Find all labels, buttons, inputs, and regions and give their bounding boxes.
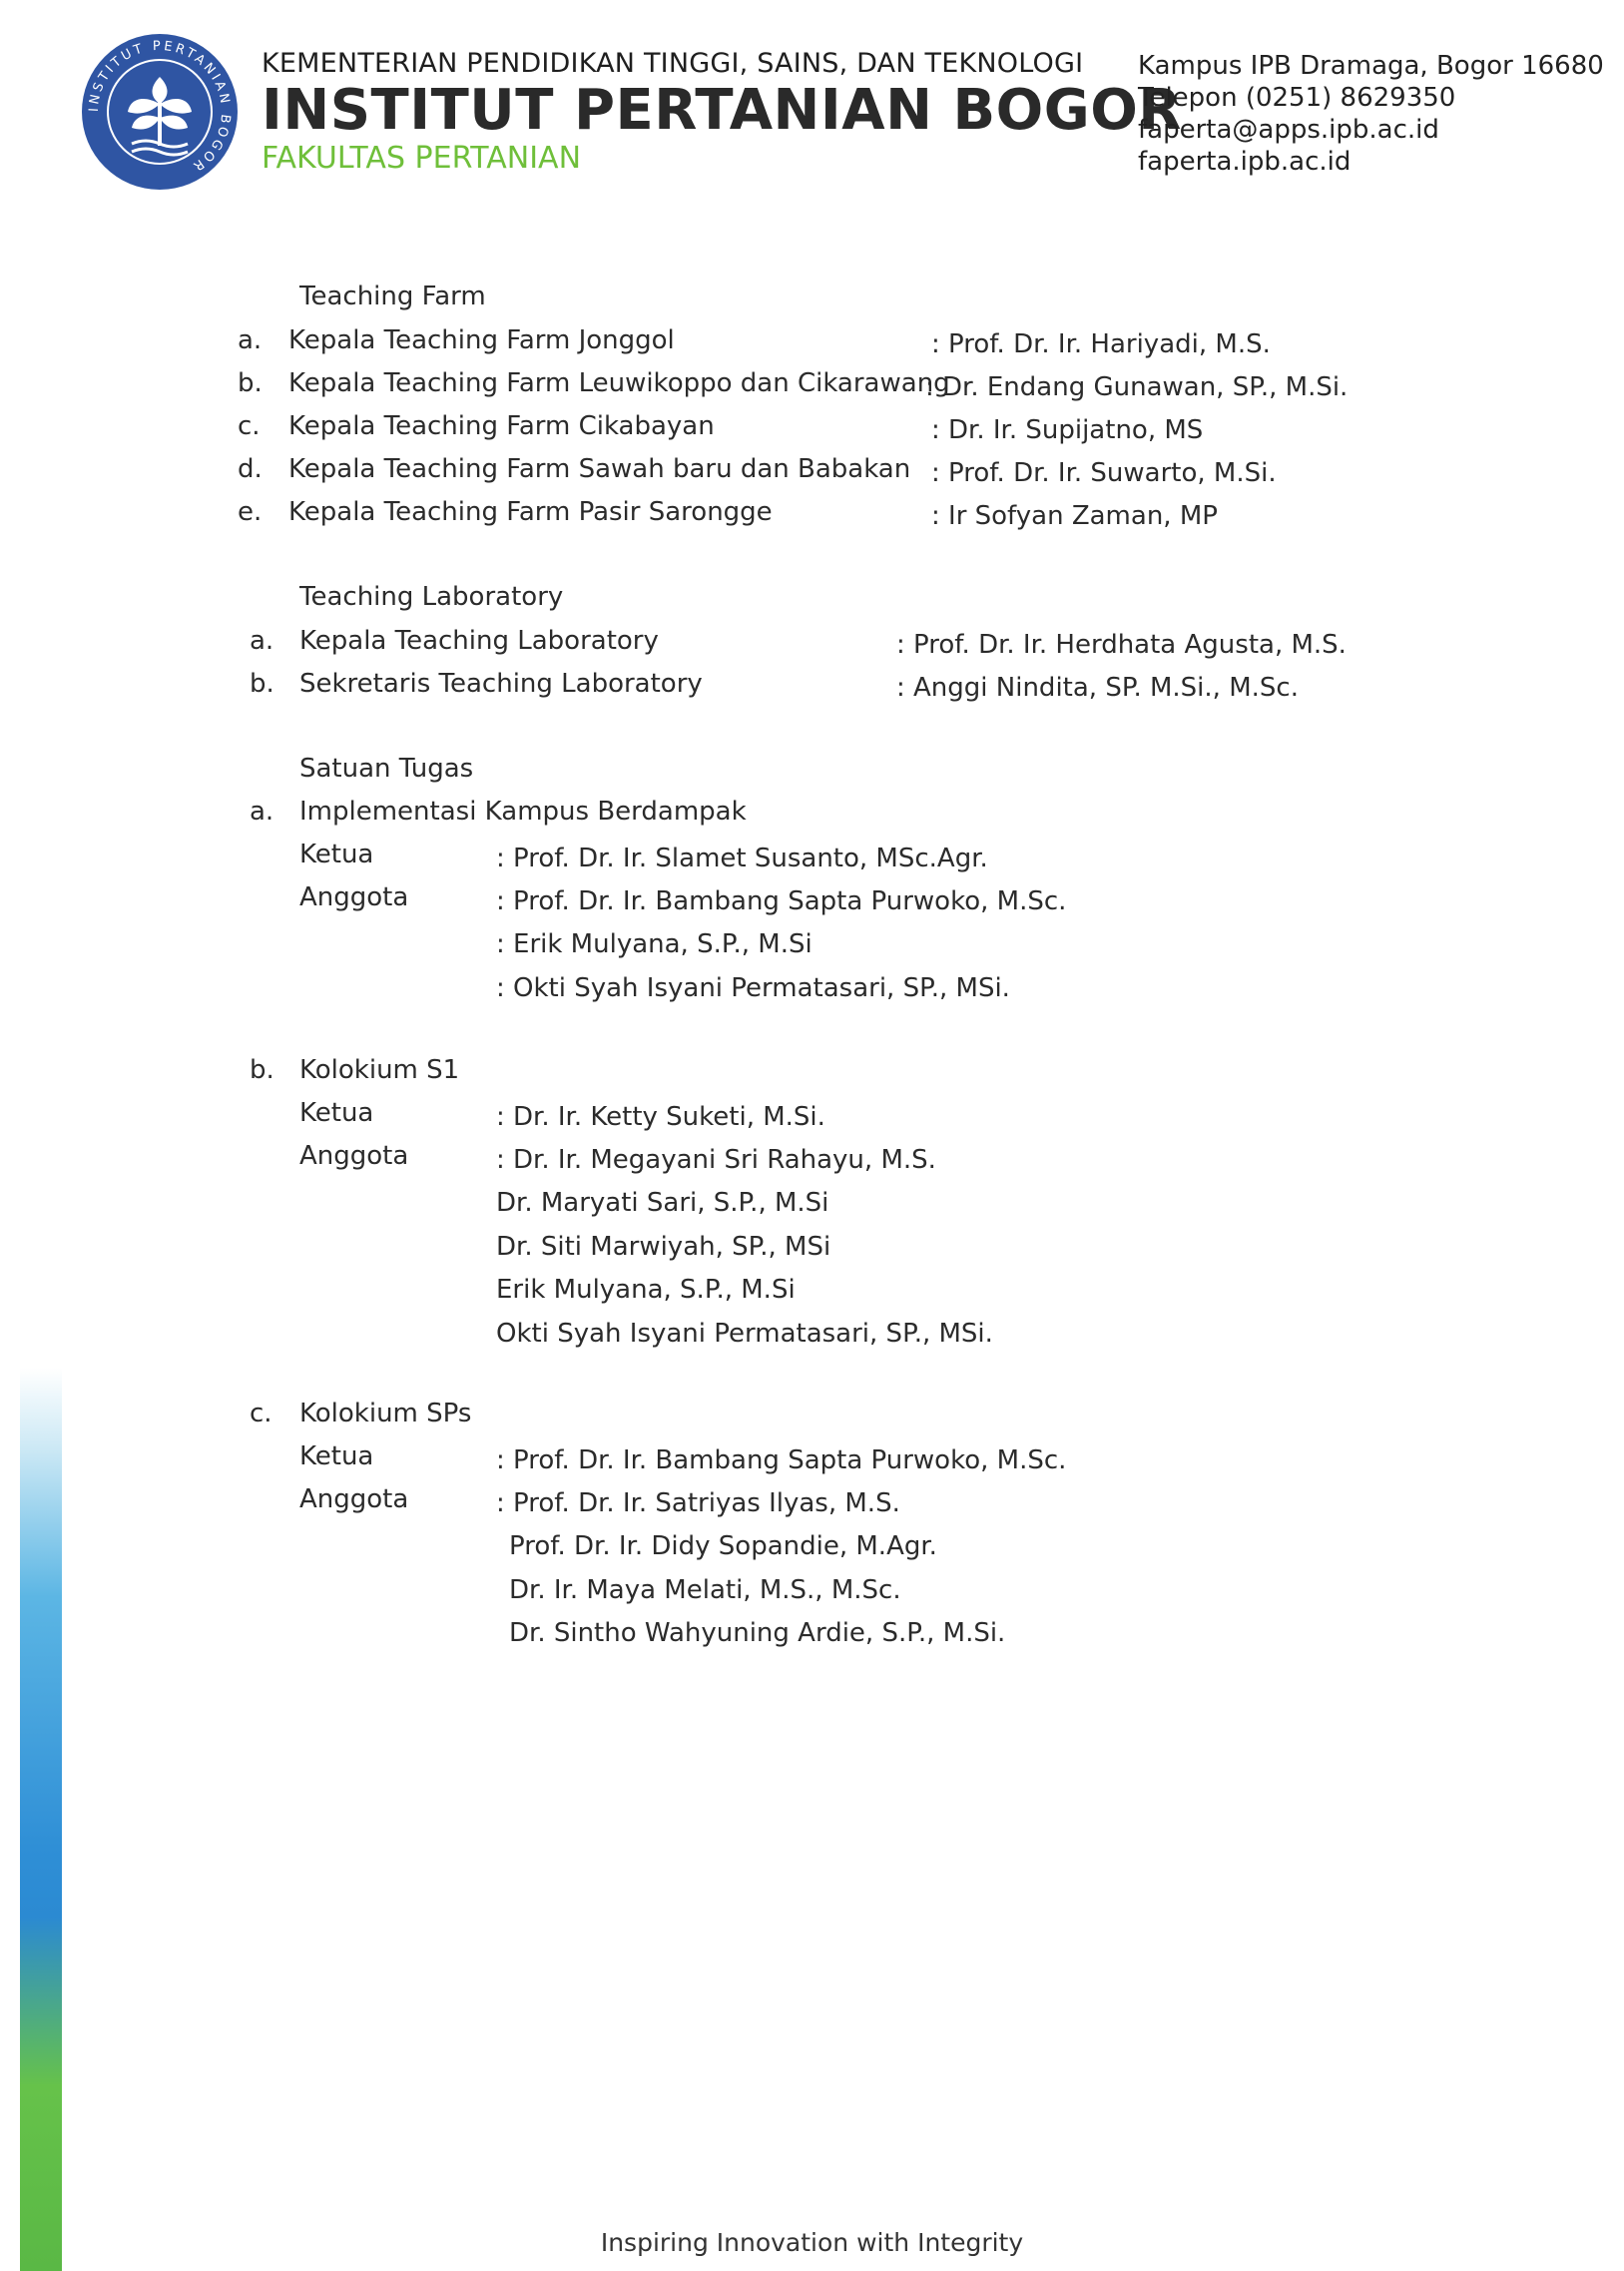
institution-block xyxy=(262,48,1182,176)
section-marker: c. xyxy=(250,1399,272,1428)
section-title: Kolokium SPs xyxy=(299,1399,472,1428)
role-label: Kepala Teaching Farm Leuwikoppo dan Cikarawang xyxy=(288,368,950,398)
teaching-farm-title: Teaching Farm xyxy=(299,282,486,311)
anggota-name: Okti Syah Isyani Permatasari, SP., MSi. xyxy=(496,1319,993,1349)
anggota-name: Dr. Maryati Sari, S.P., M.Si xyxy=(496,1188,829,1218)
satuan-tugas-title: Satuan Tugas xyxy=(299,754,474,784)
anggota-name: : Prof. Dr. Ir. Bambang Sapta Purwoko, M.Sc. xyxy=(496,886,1067,916)
anggota-label: Anggota xyxy=(299,1484,409,1514)
person-name: : Prof. Dr. Ir. Herdhata Agusta, M.S. xyxy=(896,630,1347,660)
role-label: Kepala Teaching Farm Pasir Sarongge xyxy=(288,497,773,527)
anggota-name: : Erik Mulyana, S.P., M.Si xyxy=(496,929,812,959)
person-name: : Prof. Dr. Ir. Suwarto, M.Si. xyxy=(931,458,1277,488)
role-label: Kepala Teaching Farm Cikabayan xyxy=(288,411,715,441)
ketua-name: : Dr. Ir. Ketty Suketi, M.Si. xyxy=(496,1102,825,1132)
ketua-name: : Prof. Dr. Ir. Slamet Susanto, MSc.Agr. xyxy=(496,844,988,873)
ipb-logo-icon xyxy=(80,32,240,192)
section-title: Kolokium S1 xyxy=(299,1055,460,1085)
website: faperta.ipb.ac.id xyxy=(1138,147,1352,177)
teaching-lab-title: Teaching Laboratory xyxy=(299,582,564,612)
anggota-label: Anggota xyxy=(299,1141,409,1171)
role-label: Kepala Teaching Laboratory xyxy=(299,626,659,656)
address: Kampus IPB Dramaga, Bogor 16680 xyxy=(1138,51,1604,81)
ministry-name: KEMENTERIAN PENDIDIKAN TINGGI, SAINS, DAN TEKNOLOGI xyxy=(262,48,1084,79)
logo-ring-text: INSTITUT PERTANIAN BOGOR xyxy=(86,38,234,176)
anggota-name: : Okti Syah Isyani Permatasari, SP., MSi. xyxy=(496,973,1010,1003)
anggota-name: Prof. Dr. Ir. Didy Sopandie, M.Agr. xyxy=(509,1531,937,1561)
ketua-label: Ketua xyxy=(299,1441,374,1471)
anggota-label: Anggota xyxy=(299,882,409,912)
footer-tagline: Inspiring Innovation with Integrity xyxy=(600,2228,1024,2257)
decorative-stripe xyxy=(20,1368,62,2271)
person-name: : Prof. Dr. Ir. Hariyadi, M.S. xyxy=(931,329,1271,359)
institute-name: INSTITUT PERTANIAN BOGOR xyxy=(262,78,1182,143)
phone: Telepon (0251) 8629350 xyxy=(1138,83,1456,113)
person-name: : Dr. Endang Gunawan, SP., M.Si. xyxy=(925,372,1349,402)
anggota-name: : Dr. Ir. Megayani Sri Rahayu, M.S. xyxy=(496,1145,936,1175)
role-label: Kepala Teaching Farm Sawah baru dan Babakan xyxy=(288,454,911,484)
person-name: : Dr. Ir. Supijatno, MS xyxy=(931,415,1204,445)
section-marker: a. xyxy=(250,797,274,827)
ketua-label: Ketua xyxy=(299,840,374,869)
role-label: Sekretaris Teaching Laboratory xyxy=(299,669,703,699)
ketua-label: Ketua xyxy=(299,1098,374,1128)
anggota-name: Dr. Ir. Maya Melati, M.S., M.Sc. xyxy=(509,1575,901,1605)
person-name: : Anggi Nindita, SP. M.Si., M.Sc. xyxy=(896,673,1299,703)
anggota-name: Dr. Siti Marwiyah, SP., MSi xyxy=(496,1232,831,1262)
person-name: : Ir Sofyan Zaman, MP xyxy=(931,501,1218,531)
faculty-name: FAKULTAS PERTANIAN xyxy=(262,141,582,176)
anggota-name: Erik Mulyana, S.P., M.Si xyxy=(496,1275,796,1305)
section-title: Implementasi Kampus Berdampak xyxy=(299,797,747,827)
contact-block xyxy=(1138,50,1604,178)
anggota-name: : Prof. Dr. Ir. Satriyas Ilyas, M.S. xyxy=(496,1488,900,1518)
ketua-name: : Prof. Dr. Ir. Bambang Sapta Purwoko, M.Sc. xyxy=(496,1445,1067,1475)
anggota-name: Dr. Sintho Wahyuning Ardie, S.P., M.Si. xyxy=(509,1618,1006,1648)
email: faperta@apps.ipb.ac.id xyxy=(1138,115,1439,145)
letterhead xyxy=(0,0,1624,200)
role-label: Kepala Teaching Farm Jonggol xyxy=(288,325,675,355)
section-marker: b. xyxy=(250,1055,274,1085)
